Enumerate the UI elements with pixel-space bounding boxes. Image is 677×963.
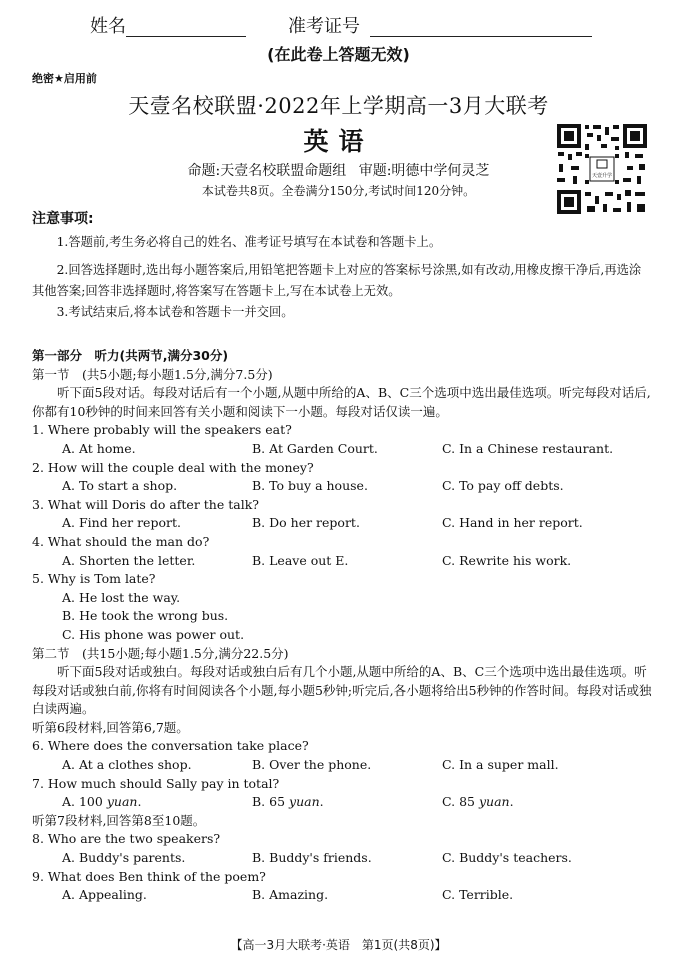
option-a: A. Buddy's parents. [62, 850, 186, 866]
currency-unit: yuan [289, 794, 320, 810]
name-label: 姓名 [90, 16, 126, 37]
question-stem: 1. Where probably will the speakers eat? [32, 422, 292, 438]
part1-heading: 第一部分 听力(共两节,满分30分) [32, 348, 229, 363]
option-a-amount: A. 100 [62, 794, 103, 810]
question-stem: 4. What should the man do? [32, 533, 210, 549]
qr-code-icon [555, 122, 649, 216]
material-note: 听第7段材料,回答第8至10题。 [32, 812, 206, 828]
currency-unit: yuan [106, 794, 138, 810]
qr-caption: 天壹升学 [591, 173, 613, 179]
section2-heading: 第二节 (共15小题;每小题1.5分,满分22.5分) [32, 645, 289, 661]
section1-heading: 第一节 (共5小题;每小题1.5分,满分7.5分) [32, 366, 273, 382]
option-c: C. Buddy's teachers. [442, 850, 572, 866]
exam-info: 本试卷共8页。全卷满分150分,考试时间120分钟。 [201, 184, 476, 198]
option-c: C. In a Chinese restaurant. [442, 440, 614, 456]
options-row [32, 849, 652, 868]
question-stem: 5. Why is Tom late? [32, 571, 156, 587]
period: . [319, 794, 324, 810]
secret-mark: 绝密★启用前 [32, 72, 97, 85]
options-row [32, 477, 652, 496]
proposer: 命题:天壹名校联盟命题组 [187, 163, 347, 179]
option-b-amount: B. 65 [252, 794, 286, 810]
option-a: A. He lost the way. [62, 589, 181, 605]
notice-item-1: 1.答题前,考生务必将自己的姓名、准考证号填写在本试卷和答题卡上。 [56, 235, 442, 249]
option-a [62, 793, 141, 812]
option-a: A. Find her report. [62, 515, 181, 531]
question-stem: 6. Where does the conversation take place? [32, 738, 309, 754]
name-blank [126, 36, 246, 37]
subject-title: 英语 [303, 127, 374, 156]
question-stem: 7. How much should Sally pay in total? [32, 775, 280, 791]
option-b [252, 793, 324, 812]
option-b: B. To buy a house. [252, 478, 368, 494]
option-a: A. Shorten the letter. [62, 552, 196, 568]
currency-unit: yuan [478, 794, 510, 810]
question-stem: 2. How will the couple deal with the money? [32, 459, 314, 475]
question-stem: 8. Who are the two speakers? [32, 831, 221, 847]
question-stem: 9. What does Ben think of the poem? [32, 868, 266, 884]
option-a: A. At home. [62, 440, 136, 456]
option-a: A. Appealing. [62, 887, 147, 903]
option-a: A. To start a shop. [62, 478, 178, 494]
section1-instructions: 听下面5段对话。每段对话后有一个小题,从题中所给的A、B、C三个选项中选出最佳选项。听完每段对话后,你都有10秒钟的时间来回答有关小题和阅读下一小题。每段对话仅读一遍。 [32, 385, 651, 419]
name-row [0, 12, 677, 38]
exam-title: 天壹名校联盟·2022年上学期高一3月大联考 [128, 94, 549, 118]
option-b: B. Amazing. [252, 887, 329, 903]
options-row [32, 886, 652, 905]
notice-item-3: 3.考试结束后,将本试卷和答题卡一并交回。 [56, 305, 294, 319]
period: . [509, 794, 514, 810]
period: . [137, 794, 142, 810]
option-b: B. At Garden Court. [252, 440, 378, 456]
option-c: C. His phone was power out. [62, 626, 245, 642]
exam-number-blank [370, 36, 592, 37]
notice-item-2: 2.回答选择题时,选出每小题答案后,用铅笔把答题卡上对应的答案标号涂黑,如有改动,用橡皮擦干净后,再选涂其他答案;回答非选择题时,将答案写在答题卡上,写在本试卷上无效。 [32, 263, 642, 298]
exam-number-label: 准考证号 [288, 16, 360, 37]
options-row [32, 440, 652, 459]
options-row [32, 756, 652, 775]
option-c: C. Hand in her report. [442, 515, 583, 531]
options-row [32, 793, 652, 812]
page-footer: 【高一3月大联考·英语 第1页(共8页)】 [230, 938, 447, 952]
option-a: A. At a clothes shop. [62, 757, 192, 773]
option-b: B. Leave out E. [252, 552, 349, 568]
option-c [442, 793, 514, 812]
option-c: C. In a super mall. [442, 757, 559, 773]
option-b: B. Over the phone. [252, 757, 372, 773]
listening-section [32, 347, 652, 905]
reviewer: 审题:明德中学何灵芝 [358, 163, 490, 179]
option-c: C. To pay off debts. [442, 478, 564, 494]
option-c: C. Rewrite his work. [442, 552, 572, 568]
options-row [32, 514, 652, 533]
option-b: B. Buddy's friends. [252, 850, 372, 866]
invalid-note: (在此卷上答题无效) [267, 45, 410, 64]
material-note: 听第6段材料,回答第6,7题。 [32, 719, 189, 735]
option-b: B. He took the wrong bus. [62, 608, 229, 624]
notice-heading: 注意事项: [32, 211, 94, 227]
option-c-amount: C. 85 [442, 794, 475, 810]
options-row [32, 552, 652, 571]
section2-instructions: 听下面5段对话或独白。每段对话或独白后有几个小题,从题中所给的A、B、C三个选项中选出最佳选项。听每段对话或独白前,你将有时间阅读各个小题,每小题5秒钟;听完后,各小题将给出5秒钟的作答时间。每段对话或独白读两遍。 [32, 664, 652, 717]
question-stem: 3. What will Doris do after the talk? [32, 496, 259, 512]
option-b: B. Do her report. [252, 515, 360, 531]
option-c: C. Terrible. [442, 887, 514, 903]
